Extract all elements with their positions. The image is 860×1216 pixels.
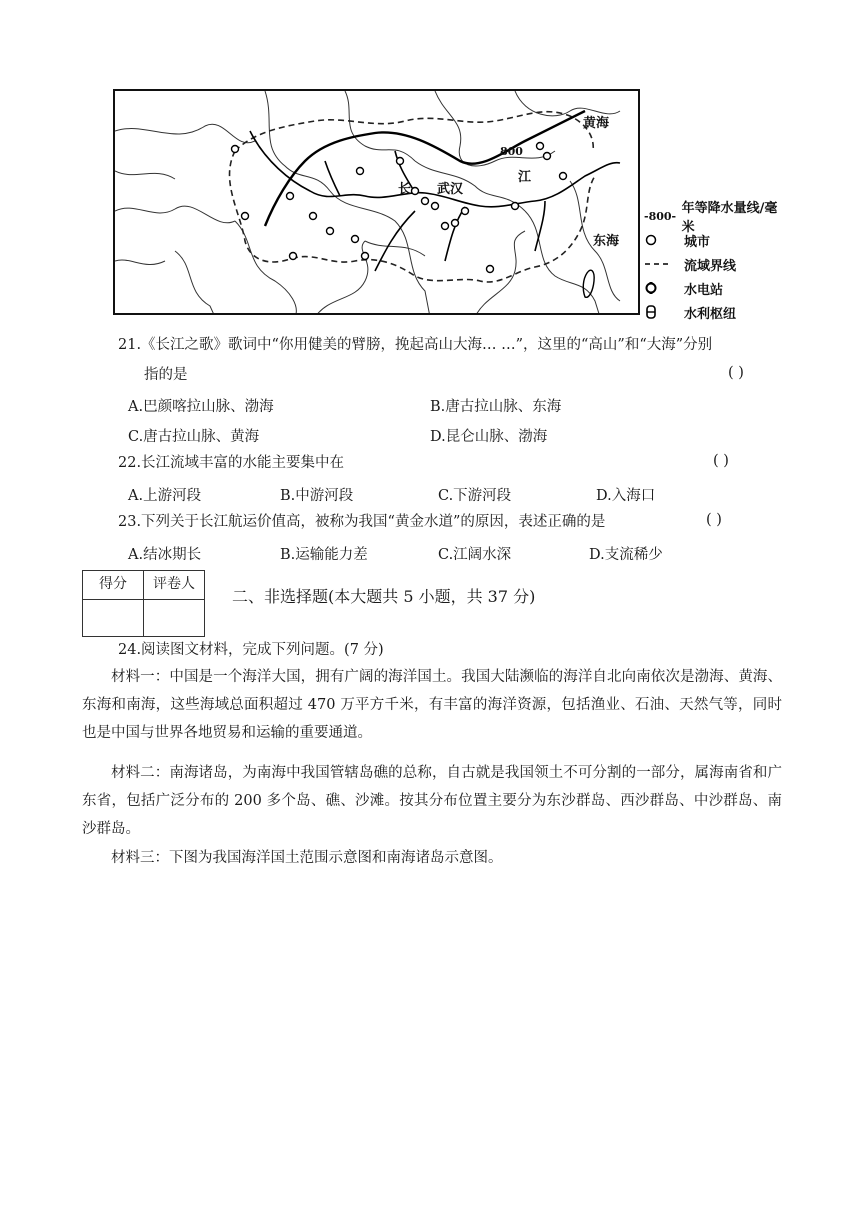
map-legend [644,201,784,324]
hydropower-icon [644,281,684,295]
legend-item-water-hub [644,300,784,324]
question-23-option-a[interactable]: A.结冰期长 [128,547,202,563]
legend-label: 流域界线 [684,258,737,274]
score-cell[interactable] [83,600,144,637]
score-box [82,570,205,637]
grader-cell[interactable] [144,600,205,637]
map-label-east-sea: 东海 [593,234,620,249]
map-label-yellow-sea: 黄海 [583,116,610,131]
question-21-stem: 21.《长江之歌》歌词中“你用健美的臂膀，挽起高山大海… …”，这里的“高山”和“大海”分别 [118,337,713,353]
question-22-option-d[interactable]: D.入海口 [596,488,656,504]
map-label-wuhan: 武汉 [437,182,464,197]
basin-boundary-icon [644,259,684,269]
map-drawing [115,91,640,315]
question-24-title: 24.阅读图文材料，完成下列问题。(7 分) [118,642,384,658]
question-22-answer-paren[interactable]: ( ) [713,453,729,469]
material-2: 材料二：南海诸岛，为南海中我国管辖岛礁的总称，自古就是我国领土不可分割的一部分，属海南省和广东省，包括广泛分布的 200 多个岛、礁、沙滩。按其分布位置主要分为东沙群岛、西沙群岛、中沙群岛、南沙群岛。 [82,765,782,837]
isoline-icon: -800- [644,209,677,223]
legend-item-isoline [644,201,784,235]
legend-item-basin-boundary [644,252,784,276]
city-icon [644,233,684,247]
section-2-heading: 二、非选择题(本大题共 5 小题，共 37 分) [232,587,536,606]
question-21-option-a[interactable]: A.巴颜喀拉山脉、渤海 [128,399,274,415]
map-label-jiang: 江 [518,170,532,185]
question-22-option-c[interactable]: C.下游河段 [438,488,512,504]
question-22-stem: 22.长江流域丰富的水能主要集中在 [118,455,345,471]
question-21-option-d[interactable]: D.昆仑山脉、渤海 [430,429,548,445]
legend-label: 年等降水量线/毫米 [681,201,778,235]
grader-header: 评卷人 [144,571,205,600]
question-21-option-b[interactable]: B.唐古拉山脉、东海 [430,399,562,415]
yangtze-basin-map [113,89,640,315]
question-21-answer-paren[interactable]: ( ) [728,365,744,381]
material-1: 材料一：中国是一个海洋大国，拥有广阔的海洋国土。我国大陆濒临的海洋自北向南依次是渤海、黄海、东海和南海，这些海域总面积超过 470 万平方千米，有丰富的海洋资源，包括渔业、石油、天然气等，同时也是中国与世界各地贸易和运输的重要通道。 [82,669,782,741]
score-header: 得分 [83,571,144,600]
question-23-stem: 23.下列关于长江航运价值高，被称为我国“黄金水道”的原因，表述正确的是 [118,514,606,530]
legend-label: 城市 [684,234,711,250]
legend-item-hydropower [644,276,784,300]
question-21-option-c[interactable]: C.唐古拉山脉、黄海 [128,429,260,445]
question-22-option-b[interactable]: B.中游河段 [280,488,354,504]
question-21-stem-cont: 指的是 [144,367,188,383]
water-hub-icon [644,304,684,320]
legend-label: 水利枢纽 [684,306,737,322]
question-23-answer-paren[interactable]: ( ) [706,512,722,528]
legend-label: 水电站 [684,282,724,298]
material-3: 材料三：下图为我国海洋国土范围示意图和南海诸岛示意图。 [111,850,503,866]
map-label-isoline-800: 800 [500,145,523,158]
map-label-chang: 长 [398,182,412,197]
question-22-option-a[interactable]: A.上游河段 [128,488,202,504]
question-23-option-d[interactable]: D.支流稀少 [589,547,663,563]
question-23-option-b[interactable]: B.运输能力差 [280,547,368,563]
question-23-option-c[interactable]: C.江阔水深 [438,547,512,563]
